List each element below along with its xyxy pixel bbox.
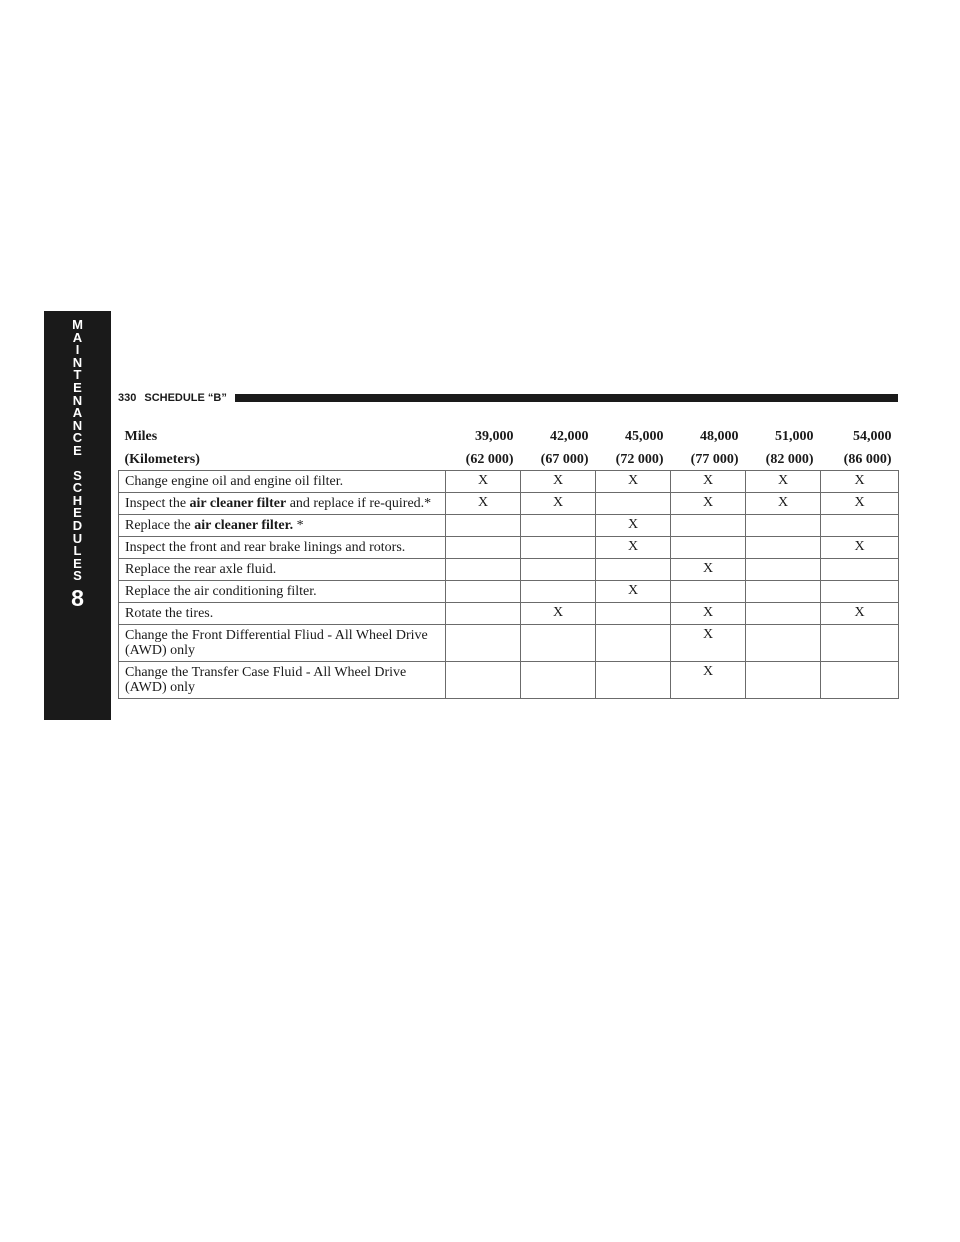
interval-mark-cell	[746, 559, 821, 581]
section-tab-letter: C	[72, 480, 83, 496]
page-header	[118, 389, 898, 407]
table-row	[119, 537, 899, 559]
task-cell-rear-axle-fluid	[119, 559, 446, 581]
interval-miles: 48,000	[700, 429, 739, 444]
task-cell-rotate-tires	[119, 603, 446, 625]
section-tab-letter: S	[73, 568, 82, 584]
interval-header-cell	[821, 424, 899, 471]
table-row	[119, 662, 899, 699]
section-tab-letter: I	[75, 342, 80, 358]
interval-kilometers: (77 000)	[690, 452, 739, 467]
task-text: air cleaner filter	[189, 496, 287, 511]
maintenance-schedule-table	[118, 424, 899, 699]
task-text: Inspect the	[125, 496, 190, 511]
interval-mark-cell	[446, 603, 521, 625]
section-tab-letter: E	[73, 442, 82, 458]
interval-mark-cell	[746, 581, 821, 603]
interval-mark-cell: X	[596, 581, 671, 603]
interval-mark-cell	[746, 603, 821, 625]
task-text: Replace the air conditioning filter.	[125, 584, 317, 599]
interval-mark-cell: X	[671, 471, 746, 493]
header-rule	[235, 394, 898, 402]
interval-mark-cell: X	[671, 662, 746, 699]
table-row	[119, 581, 899, 603]
interval-mark-cell: X	[671, 603, 746, 625]
interval-mark-cell: X	[746, 471, 821, 493]
interval-miles: 51,000	[775, 429, 814, 444]
interval-mark-cell: X	[821, 603, 899, 625]
section-tab-letter: N	[72, 392, 83, 408]
section-tab-letter: N	[72, 417, 83, 433]
interval-mark-cell	[446, 559, 521, 581]
interval-mark-cell	[821, 559, 899, 581]
task-text: air cleaner filter.	[194, 518, 294, 533]
interval-kilometers: (72 000)	[615, 452, 664, 467]
interval-mark-cell: X	[521, 603, 596, 625]
interval-mark-cell: X	[821, 471, 899, 493]
task-text: *	[293, 518, 304, 533]
interval-header-cell	[521, 424, 596, 471]
interval-mark-cell	[521, 625, 596, 662]
section-tab-letter: E	[73, 555, 82, 571]
interval-header-cell	[746, 424, 821, 471]
page-title: SCHEDULE “B”	[144, 392, 227, 404]
interval-mark-cell	[671, 581, 746, 603]
task-text: Replace the	[125, 518, 195, 533]
section-tab-letter: L	[73, 543, 82, 559]
table-row	[119, 471, 899, 493]
interval-kilometers: (62 000)	[465, 452, 514, 467]
section-tab-letter: A	[72, 329, 83, 345]
interval-mark-cell	[821, 515, 899, 537]
interval-mark-cell: X	[521, 471, 596, 493]
interval-mark-cell	[746, 537, 821, 559]
section-tab-letter: M	[72, 317, 83, 332]
interval-mark-cell	[596, 493, 671, 515]
table-row	[119, 603, 899, 625]
interval-kilometers: (86 000)	[843, 452, 892, 467]
table-row	[119, 493, 899, 515]
section-tab-letter: N	[72, 354, 83, 370]
interval-mark-cell	[596, 559, 671, 581]
interval-mark-cell	[446, 537, 521, 559]
section-tab-letter: S	[73, 467, 82, 483]
section-tab-letter: E	[73, 379, 82, 395]
miles-label: Miles	[124, 429, 158, 444]
task-cell-oil-filter	[119, 471, 446, 493]
interval-miles: 42,000	[550, 429, 589, 444]
task-text: Replace the rear axle fluid.	[125, 562, 277, 577]
section-tab-number: 8	[71, 584, 84, 611]
section-tab-letter: E	[73, 505, 82, 521]
table-body	[119, 471, 899, 699]
interval-mark-cell	[746, 625, 821, 662]
interval-mark-cell	[746, 515, 821, 537]
table-header-row	[119, 424, 899, 471]
kilometers-label: (Kilometers)	[124, 452, 200, 467]
mileage-label-cell	[119, 424, 446, 471]
task-text: Change the Front Differential Fliud - All Wheel Drive (AWD) only	[125, 628, 428, 658]
interval-mark-cell: X	[521, 493, 596, 515]
interval-mark-cell	[746, 662, 821, 699]
task-cell-ac-filter	[119, 581, 446, 603]
section-tab-letter: D	[72, 517, 83, 533]
interval-kilometers: (82 000)	[765, 452, 814, 467]
interval-mark-cell: X	[446, 471, 521, 493]
interval-mark-cell: X	[446, 493, 521, 515]
interval-mark-cell	[596, 603, 671, 625]
interval-mark-cell	[446, 662, 521, 699]
section-tab-letters	[72, 319, 83, 583]
interval-mark-cell	[596, 625, 671, 662]
interval-mark-cell	[446, 515, 521, 537]
task-cell-brake-linings	[119, 537, 446, 559]
interval-kilometers: (67 000)	[540, 452, 589, 467]
task-cell-transfer-case	[119, 662, 446, 699]
section-tab-letter: C	[72, 430, 83, 446]
interval-mark-cell	[821, 662, 899, 699]
section-tab-letter: U	[72, 530, 83, 546]
page-number: 330	[118, 392, 137, 404]
interval-mark-cell: X	[596, 515, 671, 537]
interval-mark-cell	[821, 581, 899, 603]
task-text: Rotate the tires.	[125, 606, 214, 621]
task-text: Inspect the front and rear brake linings and rotors.	[125, 540, 406, 555]
table-row	[119, 559, 899, 581]
interval-header-cell	[671, 424, 746, 471]
interval-miles: 39,000	[475, 429, 514, 444]
task-text: Change engine oil and engine oil filter.	[125, 474, 344, 489]
interval-mark-cell	[671, 537, 746, 559]
task-cell-replace-air-cleaner	[119, 515, 446, 537]
interval-mark-cell: X	[596, 537, 671, 559]
interval-header-cell	[446, 424, 521, 471]
interval-mark-cell	[521, 559, 596, 581]
interval-mark-cell: X	[671, 559, 746, 581]
table-row	[119, 515, 899, 537]
interval-mark-cell	[521, 662, 596, 699]
interval-mark-cell	[521, 515, 596, 537]
section-side-tab	[44, 311, 111, 720]
interval-mark-cell: X	[821, 493, 899, 515]
interval-mark-cell: X	[671, 625, 746, 662]
interval-mark-cell	[521, 537, 596, 559]
interval-mark-cell	[596, 662, 671, 699]
interval-mark-cell: X	[746, 493, 821, 515]
interval-mark-cell: X	[821, 537, 899, 559]
table-row	[119, 625, 899, 662]
interval-mark-cell	[521, 581, 596, 603]
task-text: and replace if re-quired.*	[286, 496, 432, 511]
interval-miles: 45,000	[625, 429, 664, 444]
interval-mark-cell	[446, 581, 521, 603]
interval-mark-cell: X	[596, 471, 671, 493]
interval-header-cell	[596, 424, 671, 471]
interval-mark-cell	[671, 515, 746, 537]
interval-mark-cell	[821, 625, 899, 662]
interval-mark-cell	[446, 625, 521, 662]
task-cell-front-differential	[119, 625, 446, 662]
section-tab-letter: A	[72, 405, 83, 421]
task-text: Change the Transfer Case Fluid - All Wheel Drive (AWD) only	[125, 665, 407, 695]
task-cell-inspect-air-cleaner	[119, 493, 446, 515]
interval-miles: 54,000	[853, 429, 892, 444]
section-tab-letter: H	[72, 492, 83, 508]
section-tab-letter: T	[73, 367, 82, 383]
interval-mark-cell: X	[671, 493, 746, 515]
